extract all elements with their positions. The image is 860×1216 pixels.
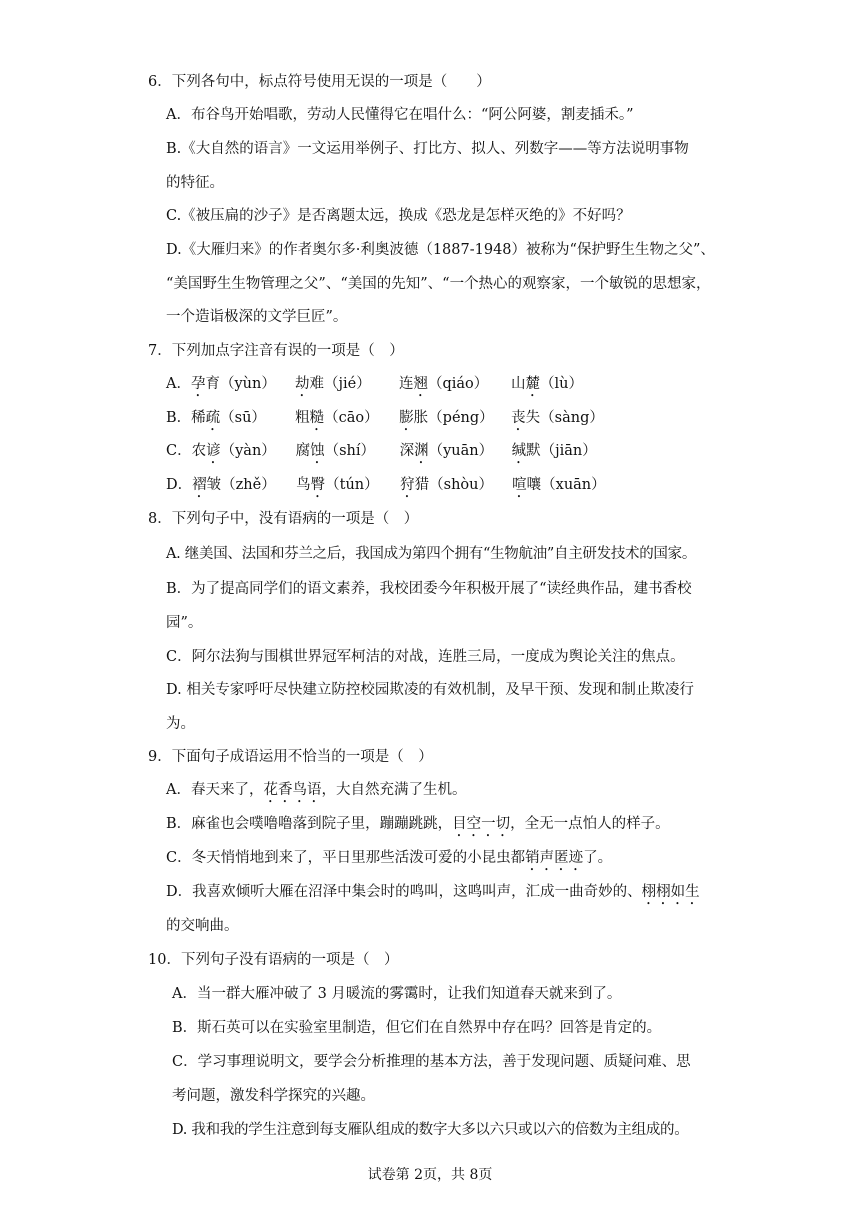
emphasized-idiom: 目空一切 [452, 816, 511, 832]
option-label: C． [166, 443, 192, 459]
question-6-option-b-cont: 的特征。 [166, 175, 224, 191]
question-6-option-a: A．布谷鸟开始唱歌，劳动人民懂得它在唱什么：“阿公阿婆，割麦插禾。” [166, 107, 634, 123]
question-8-stem: 8．下列句子中，没有语病的一项是（ ） [148, 511, 419, 527]
question-6-option-d: D.《大雁归来》的作者奥尔多·利奥波德（1887-1948）被称为“保护野生生物之父”、 [166, 242, 715, 258]
pinyin-item: 丧失（sàng） [511, 410, 604, 426]
pinyin-item: 腐蚀（shí） [295, 443, 376, 459]
question-10-option-c-cont: 考问题，激发科学探究的兴趣。 [172, 1088, 375, 1104]
question-9-option-d: D．我喜欢倾听大雁在沼泽中集会时的鸣叫，这鸣叫声，汇成一曲奇妙的、栩栩如生 [166, 884, 700, 900]
pinyin-item: 连翘（qiáo） [398, 376, 489, 392]
pinyin-item: 缄默（jiān） [511, 443, 597, 459]
emphasized-idiom: 花香鸟语 [263, 782, 322, 798]
emphasized-idiom: 销声匿迹 [525, 850, 584, 866]
question-8-option-b-cont: 园”。 [166, 615, 203, 631]
question-10-option-b: B．斯石英可以在实验室里制造，但它们在自然界中存在吗？回答是肯定的。 [172, 1020, 662, 1036]
question-6-option-b: B.《大自然的语言》一文运用举例子、打比方、拟人、列数字——等方法说明事物 [166, 141, 689, 157]
question-8-option-b: B．为了提高同学们的语文素养，我校团委今年积极开展了“读经典作品，建书香校 [166, 581, 692, 597]
question-6-option-d-cont-1: “美国野生生物管理之父”、“美国的先知”、“一个热心的观察家，一个敏锐的思想家， [166, 276, 711, 292]
pinyin-item: 山麓（lù） [510, 376, 583, 392]
pinyin-item: 狩猎（shòu） [400, 477, 493, 493]
question-7-option-c [166, 441, 612, 467]
question-10-stem: 10．下列句子没有语病的一项是（ ） [148, 952, 399, 968]
question-9-option-d-cont: 的交响曲。 [166, 918, 239, 934]
question-10-option-d: D. 我和我的学生注意到每支雁队组成的数字大多以六只或以六的倍数为主组成的。 [172, 1122, 689, 1138]
question-9-option-c: C．冬天悄悄地到来了，平日里那些活泼可爱的小昆虫都销声匿迹了。 [166, 850, 613, 866]
pinyin-item: 孕育（yùn） [190, 376, 276, 392]
page-footer: 试卷第 2页，共 8页 [367, 1167, 493, 1183]
question-8-option-d: D. 相关专家呼吁尽快建立防控校园欺凌的有效机制，及早干预、发现和制止欺凌行 [166, 682, 694, 698]
pinyin-item: 粗糙（cāo） [295, 410, 379, 426]
option-label: B． [166, 410, 192, 426]
question-7-option-b [166, 408, 611, 434]
question-7-option-a [166, 374, 611, 400]
question-8-option-d-cont: 为。 [166, 716, 195, 732]
pinyin-item: 深渊（yuān） [399, 443, 494, 459]
option-label: A． [166, 376, 191, 392]
question-9-stem: 9．下面句子成语运用不恰当的一项是（ ） [148, 749, 433, 765]
question-8-option-a: A. 继美国、法国和芬兰之后，我国成为第四个拥有“生物航油”自主研发技术的国家。 [166, 546, 697, 562]
pinyin-item: 农谚（yàn） [191, 443, 276, 459]
question-6-stem: 6．下列各句中，标点符号使用无误的一项是（ ） [148, 74, 491, 90]
question-7-option-d [166, 475, 612, 501]
pinyin-item: 膨胀（péng） [399, 410, 494, 426]
question-6-option-d-cont-2: 一个造诣极深的文学巨匠”。 [166, 309, 348, 325]
emphasized-idiom: 栩栩如生 [641, 884, 700, 900]
question-9-option-a: A．春天来了，花香鸟语，大自然充满了生机。 [166, 782, 467, 798]
question-7-stem: 7．下列加点字注音有误的一项是（ ） [148, 343, 404, 359]
question-8-option-c: C．阿尔法狗与围棋世界冠军柯洁的对战，连胜三局，一度成为舆论关注的焦点。 [166, 649, 685, 665]
pinyin-item: 喧嚷（xuān） [512, 477, 606, 493]
pinyin-item: 鸟臀（tún） [296, 477, 379, 493]
question-6-option-c: C.《被压扁的沙子》是否离题太远，换成《恐龙是怎样灭绝的》不好吗？ [166, 208, 631, 224]
question-10-option-c: C．学习事理说明文，要学会分析推理的基本方法，善于发现问题、质疑问难、思 [172, 1054, 691, 1070]
pinyin-item: 劫难（jié） [294, 376, 371, 392]
pinyin-item: 稀疏（sū） [191, 410, 266, 426]
option-label: D． [166, 477, 193, 493]
question-9-option-b: B．麻雀也会噗噜噜落到院子里，蹦蹦跳跳，目空一切，全无一点怕人的样子。 [166, 816, 670, 832]
question-10-option-a: A．当一群大雁冲破了 3 月暖流的雾霭时，让我们知道春天就来到了。 [172, 986, 622, 1002]
pinyin-item: 褶皱（zhě） [192, 477, 276, 493]
